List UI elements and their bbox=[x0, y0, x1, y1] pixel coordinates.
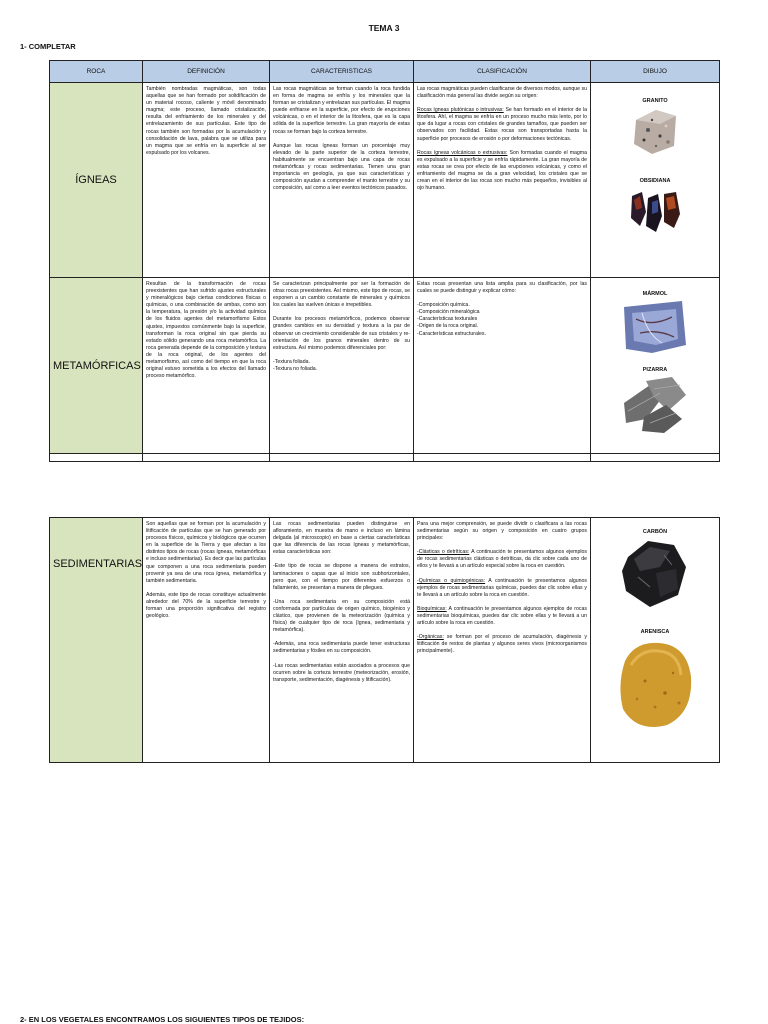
table-header-row bbox=[50, 61, 720, 83]
rock-name-sedimentarias bbox=[50, 518, 143, 763]
classification-body: A continuación te presentamos algunos ejemplos de rocas sedimentarias bioquímicas, puedes dar clic sobre ellas y te llevará a un artículo sobre la roca en cuestión. bbox=[417, 605, 587, 627]
header-dibujo: DIBUJO bbox=[591, 61, 720, 83]
rock-image-label: GRANITO bbox=[642, 98, 668, 104]
classification-igneas bbox=[414, 83, 591, 278]
characteristics-text: -Además, una roca sedimentaria puede tener estructuras sedimentarias y fósiles en su composición. bbox=[273, 641, 410, 655]
section-heading-2: 2- EN LOS VEGETALES ENCONTRAMOS LOS SIGUIENTES TIPOS DE TEJIDOS: bbox=[20, 1015, 305, 1024]
rock-image-label: MÁRMOL bbox=[642, 291, 668, 297]
obsidian-image bbox=[628, 186, 682, 234]
empty-cell bbox=[50, 454, 143, 462]
table-row-sedimentarias bbox=[50, 518, 720, 763]
classification-body: Son formadas cuando el magma es expulsado a la superficie y se enfría rápidamente. La gran mayoría de estas rocas se crea por efecto de las erupciones volcánicas, y como el enfriamiento del magma se da a gran velocidad, los cristales que se crean en el interior de las rocas son mucho más pequeños, invisibles al ojo humano. bbox=[417, 149, 587, 192]
coal-image bbox=[620, 537, 690, 609]
drawing-metamorficas bbox=[591, 278, 720, 454]
characteristics-text: Durante los procesos metamórficos, podemos observar grandes cambios en su densidad y textura a la par de observar un crecimiento considerable de sus cristales y re-orientación de los granos minerales dentro de su estructura. Así mismo podemos diferenciales por: bbox=[273, 316, 410, 351]
characteristics-text: Las rocas magmáticas se forman cuando la roca fundida en forma de magma se enfría y los minerales que la forman se cristalizan y entrelazan sus partículas. El magma puede enfriarse en la superficie, por efecto de erupciones volcánicas, o en el interior de la litosfera, que es la capa sólida de la superficie terrestre. La gran mayoría de estas rocas se forman bajo la corteza terrestre. bbox=[273, 86, 410, 135]
header-roca: ROCA bbox=[50, 61, 143, 83]
rock-image-label: CARBÓN bbox=[642, 529, 668, 535]
rock-image-label: OBSIDIANA bbox=[639, 178, 671, 184]
rock-name-igneas bbox=[50, 83, 143, 278]
section-heading-1: 1- COMPLETAR bbox=[20, 42, 76, 51]
definition-text: También nombradas magmáticas, son todas aquellas que se han formado por solidificación de un material rocoso, caliente y móvil denominado magma; este proceso, llamado cristalización, resulta del enfriamiento de los minerales y del entrelazamiento de sus partículas. Este tipo de rocas también son formadas por la acumulación y consolidación de lava, palabra que se utiliza para un magma que se enfría en la superficie al ser expulsado por los volcanes. bbox=[146, 86, 266, 156]
classification-text bbox=[417, 634, 587, 655]
classification-text: Estas rocas presentan una lista amplia para su clasificación, por las cuales se puede distinguir y explicar cómo: bbox=[417, 281, 587, 295]
classification-list-item: -Composición mineralógica bbox=[417, 309, 480, 316]
classification-text bbox=[417, 549, 587, 570]
rock-image-label: ARENISCA bbox=[640, 629, 670, 635]
definition-sedimentarias bbox=[143, 518, 270, 763]
classification-list-item: -Características texturales bbox=[417, 316, 478, 323]
classification-text: Las rocas magmáticas pueden clasificarse de diversos modos, aunque su clasificación más general las divide según su origen: bbox=[417, 86, 587, 100]
characteristics-igneas bbox=[270, 83, 414, 278]
classification-list-item: -Características estructurales. bbox=[417, 330, 486, 337]
underlined-term: -Clásticas o detríticas: bbox=[417, 549, 470, 556]
empty-cell bbox=[414, 454, 591, 462]
rock-name-label: SEDIMENTARIAS bbox=[53, 558, 143, 570]
drawing-igneas bbox=[591, 83, 720, 278]
definition-text: Además, este tipo de rocas constituye actualmente alrededor del 70% de la superficie terrestre y forman una proporción significativa del registro geológico. bbox=[146, 591, 266, 620]
empty-cell bbox=[270, 454, 414, 462]
classification-body: A continuación te presentamos algunos ejemplos de rocas sedimentarias químicas, puedes dar clic sobre ellas y te llevará a un artículo sobre la roca en cuestión. bbox=[417, 577, 587, 598]
granite-image bbox=[630, 106, 680, 156]
classification-text bbox=[417, 107, 587, 142]
characteristics-text: -Las rocas sedimentarias están asociados a procesos que ocurren sobre la corteza terrestre (meteorización, erosión, transporte, sedimentación, diagénesis y litificación). bbox=[273, 662, 410, 683]
header-clasificacion: CLASIFICACIÓN bbox=[414, 61, 591, 83]
characteristics-text: Las rocas sedimentarias pueden distinguirse en afloramiento, en muestra de mano e incluso en lámina delgada (al microscopio) en base a ciertas características que las diferencia de las rocas ígneas y metamórficas, estas características son: bbox=[273, 521, 410, 556]
characteristics-text: Se caracterizan principalmente por ser la formación de otras rocas preexistentes. Así mismo, este tipo de rocas, se exponen a un cambio constante de minerales y químicos los cuales las vuelven únicas e irrepetibles. bbox=[273, 281, 410, 309]
underlined-term: -Químicas o quimiogénicas: bbox=[417, 577, 486, 584]
rocks-table-2 bbox=[49, 517, 720, 763]
definition-text: Resultan de la transformación de rocas preexistentes que han sufrido ajustes estructurales y mineralógicos bajo ciertas condiciones físicas o químicas, o una combinación de ambas, como son la temperatura, la presión y/o la actividad química de los fluidos agentes del metamorfismo Estos ajustes, impuestos comúnmente bajo la superficie, transforman la roca original sin que pierda su estado sólido generando una roca metamórfica. La roca generada depende de la composición y textura de la roca original, de los agentes del metamorfismo, así como del tiempo en que la roca original estuvo sometida a los efectos del llamado proceso metamórfico. bbox=[146, 281, 266, 380]
table-row-metamorficas bbox=[50, 278, 720, 454]
table-spacer-row bbox=[50, 454, 720, 462]
classification-body: se forman por el proceso de acumulación, diagénesis y litificación de restos de plantas y algunos seres vivos (microorganismos principalmente). bbox=[417, 634, 587, 655]
classification-list-item: -Origen de la roca original. bbox=[417, 323, 479, 330]
empty-cell bbox=[591, 454, 720, 462]
definition-text: Son aquellas que se forman por la acumulación y litificación de partículas que se han generado por procesos físicos, químicos y biológicos que ocurren en la superficie de la Tierra y que afectan a los distintos tipos de rocas (rocas ígneas, metamórficas e incluso sedimentarias). Es decir que las partículas que componen a una roca sedimentaria pueden provenir ya sea de una roca ígnea, metamórfica y también sedimentaria. bbox=[146, 521, 266, 584]
rock-name-metamorficas bbox=[50, 278, 143, 454]
header-definicion: DEFINICIÓN bbox=[143, 61, 270, 83]
classification-text bbox=[417, 578, 587, 599]
underlined-term: -Orgánicas: bbox=[417, 634, 444, 641]
characteristics-text: -Este tipo de rocas se dispone a manera de estratos, laminaciones o capas que al inicio son subhorizontales, pero que, con el tiempo por diferentes esfuerzos o fallamiento, se presentan a manera de pliegues. bbox=[273, 563, 410, 591]
table-row-igneas bbox=[50, 83, 720, 278]
drawing-sedimentarias bbox=[591, 518, 720, 763]
underlined-term: Rocas ígneas volcánicas o extrusivas: bbox=[417, 149, 508, 156]
characteristics-text: -Una roca sedimentaria en su composición está conformada por partículas de origen químico, biogénico y clástico, que provienen de la meteorización (química y física) de cualquier tipo de roca (ígnea, sedimentaria y metamórfica). bbox=[273, 598, 410, 634]
characteristics-sedimentarias bbox=[270, 518, 414, 763]
page-title: TEMA 3 bbox=[368, 23, 400, 33]
classification-text: Para una mejor comprensión, se puede dividir o clasificara a las rocas sedimentarias según su origen y composición en cuatro grupos principales: bbox=[417, 521, 587, 542]
definition-igneas bbox=[143, 83, 270, 278]
rock-name-label: ÍGNEAS bbox=[75, 174, 117, 186]
characteristics-text: -Textura no foliada. bbox=[273, 365, 318, 372]
marble-image bbox=[622, 299, 688, 355]
characteristics-metamorficas bbox=[270, 278, 414, 454]
characteristics-text: -Textura foliada. bbox=[273, 358, 310, 365]
header-caracteristicas: CARACTERISTICAS bbox=[270, 61, 414, 83]
rock-name-label: METAMÓRFICAS bbox=[53, 359, 141, 372]
classification-text bbox=[417, 150, 587, 193]
sandstone-image bbox=[615, 637, 695, 733]
underlined-term: Rocas ígneas plutónicas o intrusivas: bbox=[417, 107, 504, 114]
definition-metamorficas bbox=[143, 278, 270, 454]
classification-metamorficas bbox=[414, 278, 591, 454]
classification-body: A continuación te presentamos algunos ejemplos de rocas sedimentarias clásticas o detríticas, da clic sobre cada uno de ellos y te llevará a un artículo especial sobre la roca en cuestión. bbox=[417, 549, 587, 570]
slate-image bbox=[620, 375, 690, 435]
classification-list-item: -Composición química. bbox=[417, 302, 470, 309]
rock-image-label: PIZARRA bbox=[642, 367, 668, 373]
rocks-table-1 bbox=[49, 60, 720, 462]
classification-body: Se han formado en el interior de la litosfera. Ahí, el magma se enfría en un proceso mucho más lento, por lo que da lugar a rocas con cristales de grandes tamaños, que pueden ser observados con facilidad. Estas rocas son transportadas hasta la superficie por procesos de erosión o por deformaciones tectónicas. bbox=[417, 107, 587, 142]
empty-cell bbox=[143, 454, 270, 462]
characteristics-text: Aunque las rocas ígneas forman un porcentaje muy elevado de la parte superior de la corteza terrestre, habitualmente se encuentran bajo una capa de rocas metamórficas y rocas sedimentarias. Tienen una gran importancia en geología, ya que sus características y composición ayudan a comprender el manto terrestre y su composición, así como a leer eventos tectónicos pasados. bbox=[273, 142, 410, 192]
underlined-term: Bioquímicas: bbox=[417, 605, 447, 612]
classification-text bbox=[417, 606, 587, 627]
classification-sedimentarias bbox=[414, 518, 591, 763]
